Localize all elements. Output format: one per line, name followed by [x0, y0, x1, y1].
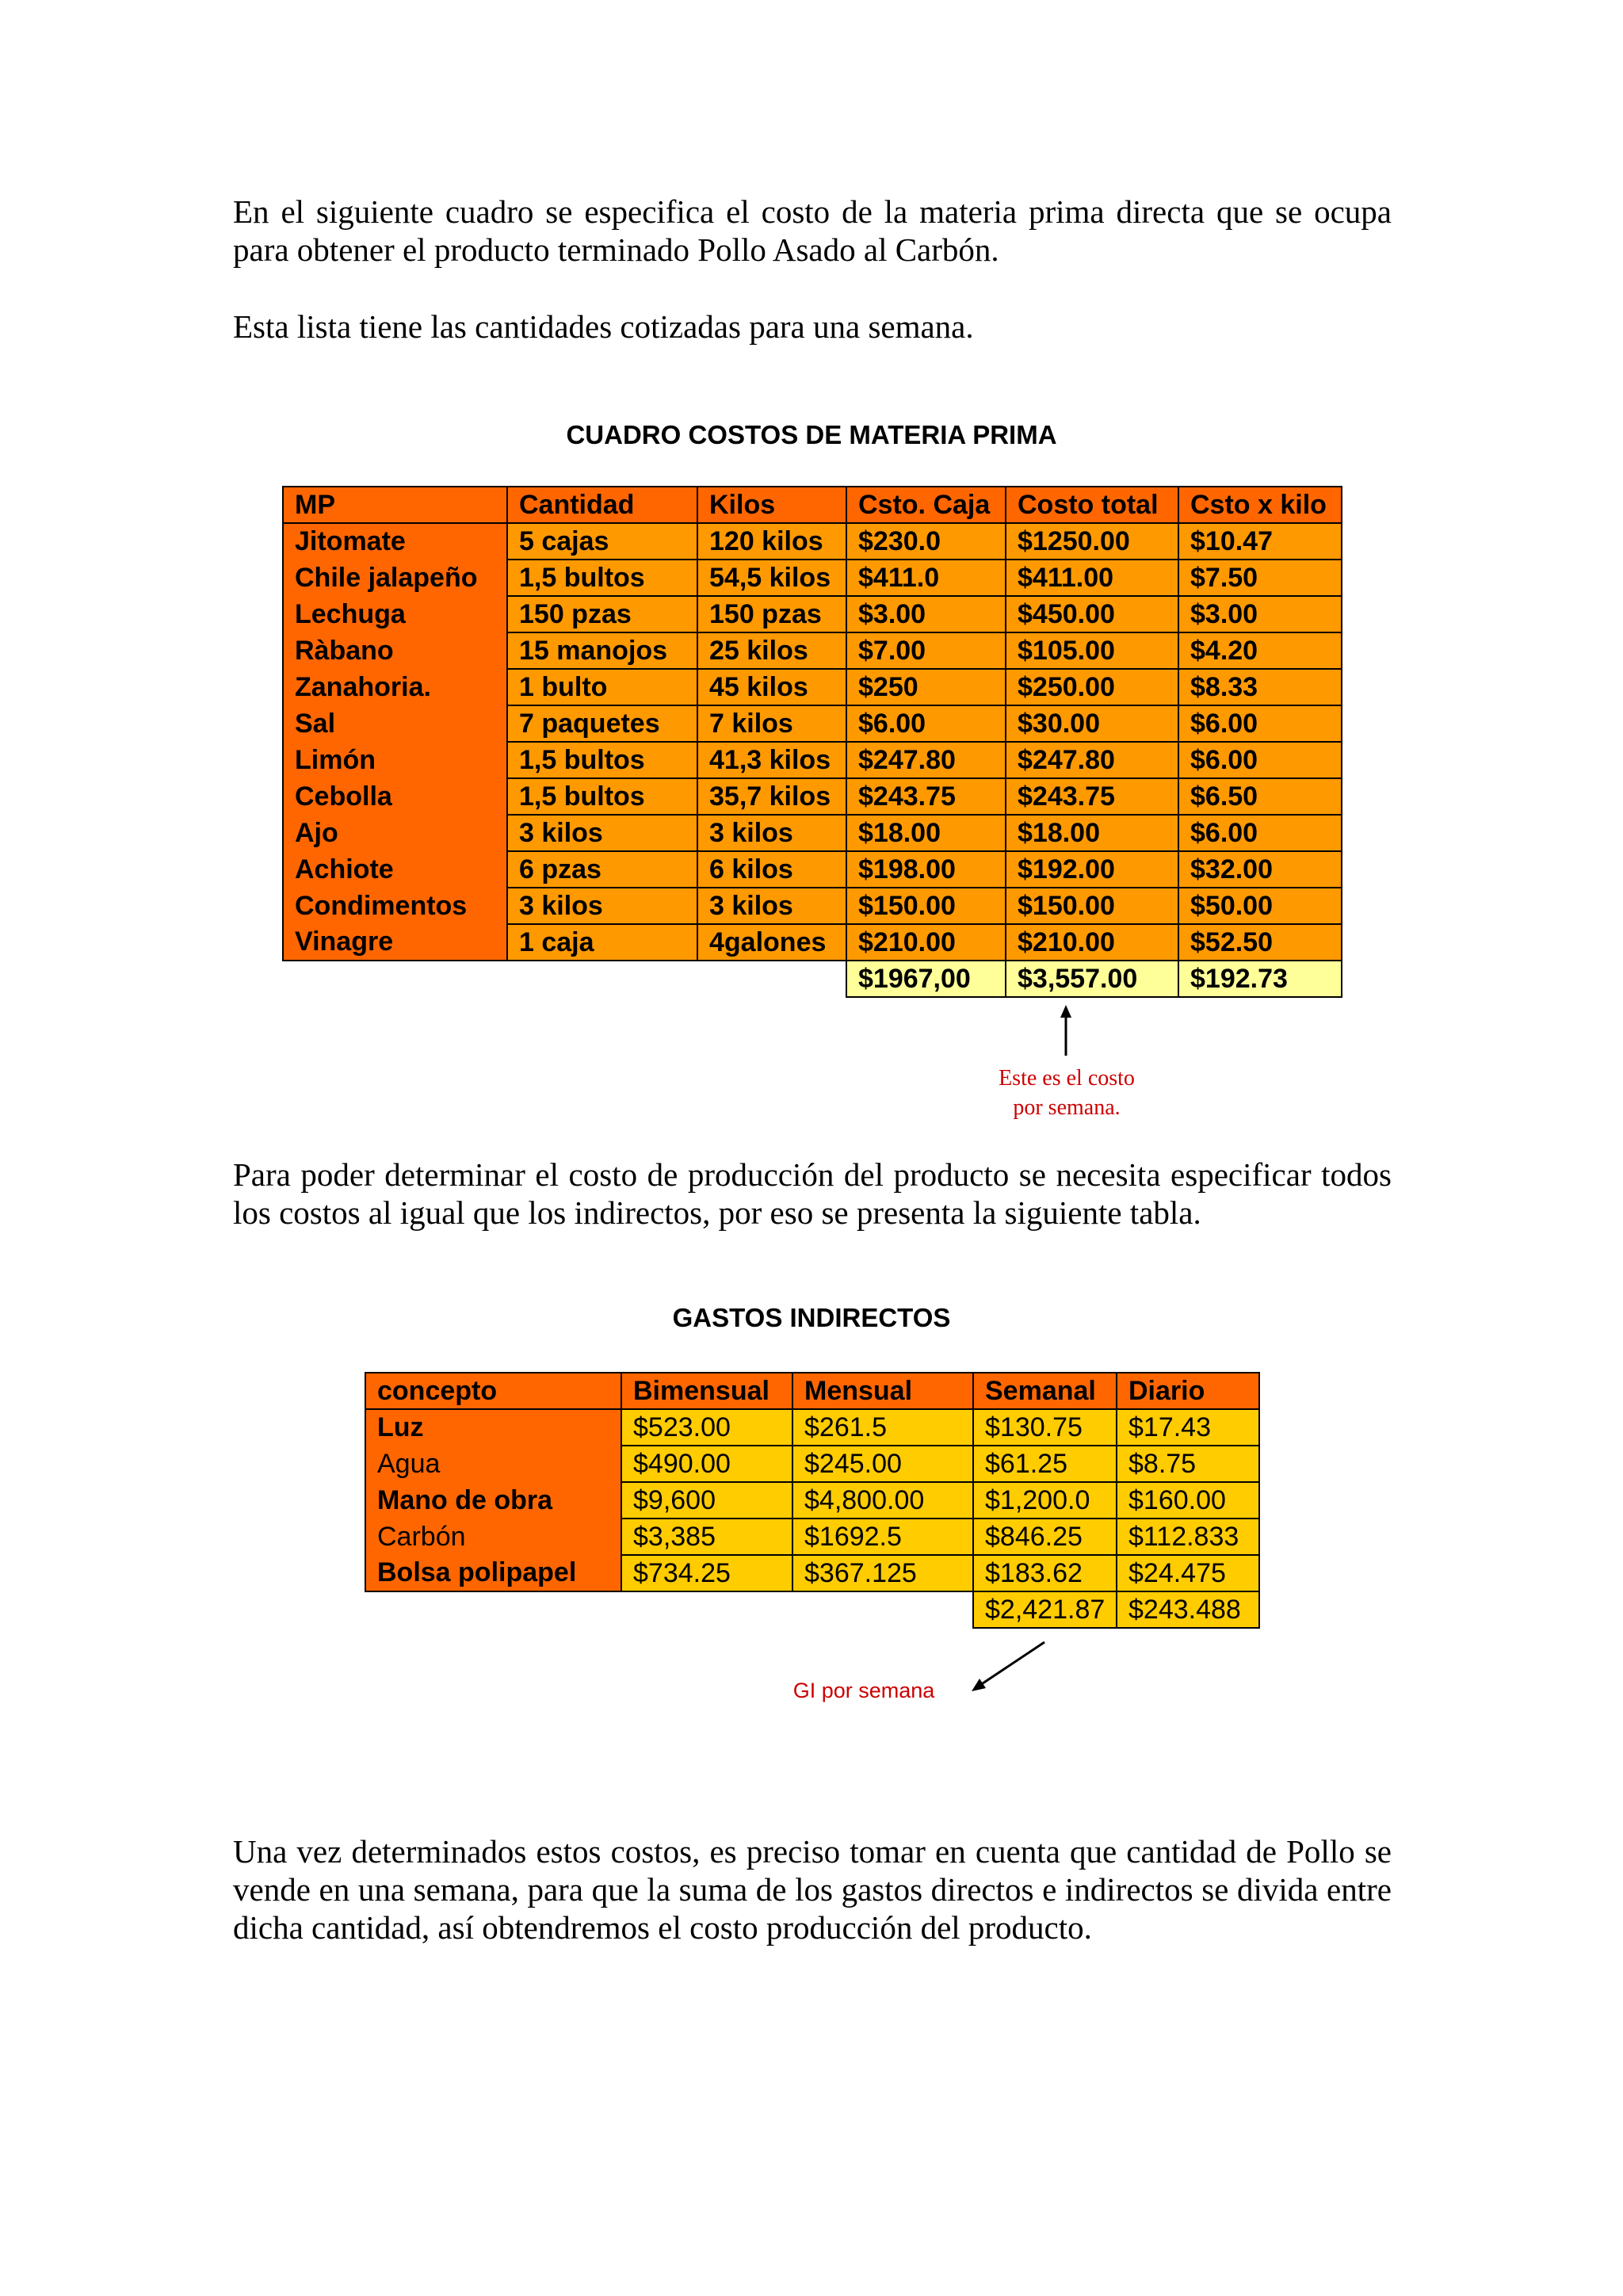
- table1-total-cell: $192.73: [1178, 961, 1342, 997]
- gi-note: GI por semana: [792, 1679, 935, 1702]
- table2-total-cell: $243.488: [1117, 1591, 1259, 1628]
- table1-row: [283, 924, 1342, 961]
- table1-cell: $250: [846, 669, 1006, 705]
- table1-row: [283, 778, 1342, 815]
- table2-cell: $112.833: [1117, 1519, 1259, 1555]
- table1-row: [283, 632, 1342, 669]
- table1-cell: $6.50: [1178, 778, 1342, 815]
- table1-cell: $243.75: [1006, 778, 1178, 815]
- table2-row: [365, 1519, 1259, 1555]
- table2-row: [365, 1409, 1259, 1446]
- table2-header-cell: concepto: [365, 1373, 621, 1409]
- table2-blank-cell: [792, 1591, 973, 1628]
- table2-concept-cell: Luz: [365, 1409, 621, 1446]
- table1-cell: $3.00: [1178, 596, 1342, 632]
- table1-cell: $192.00: [1006, 851, 1178, 888]
- table1-row: [283, 523, 1342, 560]
- table2-cell: $261.5: [792, 1409, 973, 1446]
- table1-header-cell: Costo total: [1006, 487, 1178, 523]
- table1-mp-cell: Cebolla: [283, 778, 507, 815]
- table1-cell: 150 pzas: [697, 596, 846, 632]
- table1-cell: 7 paquetes: [507, 705, 697, 742]
- table1-cell: 1,5 bultos: [507, 560, 697, 596]
- table2-cell: $3,385: [621, 1519, 792, 1555]
- table1-blank-cell: [507, 961, 697, 997]
- table2-cell: $523.00: [621, 1409, 792, 1446]
- table1-cell: $32.00: [1178, 851, 1342, 888]
- table2-cell: $4,800.00: [792, 1482, 973, 1519]
- closing-paragraph: Una vez determinados estos costos, es preciso tomar en cuenta que cantidad de Pollo se vende en una semana, para que la suma de los gastos directos e indirectos se divida entre dicha cantidad, así obtendremos el costo producción del producto.: [233, 1833, 1392, 1946]
- table1-blank-cell: [697, 961, 846, 997]
- table2-row: [365, 1446, 1259, 1482]
- table2-total-cell: $2,421.87: [973, 1591, 1117, 1628]
- table2-totals-row: [365, 1591, 1259, 1628]
- table1-cell: $150.00: [1006, 888, 1178, 924]
- table1-row: [283, 851, 1342, 888]
- table1-cell: 120 kilos: [697, 523, 846, 560]
- table1-cell: $230.0: [846, 523, 1006, 560]
- table1-row: [283, 560, 1342, 596]
- table1-cell: 150 pzas: [507, 596, 697, 632]
- table1-mp-cell: Sal: [283, 705, 507, 742]
- table1-header-cell: Csto. Caja: [846, 487, 1006, 523]
- table1-mp-cell: Zanahoria.: [283, 669, 507, 705]
- table2-header-cell: Diario: [1117, 1373, 1259, 1409]
- table1-cell: 35,7 kilos: [697, 778, 846, 815]
- table2-cell: $24.475: [1117, 1555, 1259, 1591]
- table2-concept-cell: Mano de obra: [365, 1482, 621, 1519]
- table2-concept-cell: Agua: [365, 1446, 621, 1482]
- table1-mp-cell: Chile jalapeño: [283, 560, 507, 596]
- table1-row: [283, 742, 1342, 778]
- table1-cell: $4.20: [1178, 632, 1342, 669]
- table1-header-row: [283, 487, 1342, 523]
- table1-cell: $7.00: [846, 632, 1006, 669]
- table1-mp-cell: Limón: [283, 742, 507, 778]
- table1-mp-cell: Achiote: [283, 851, 507, 888]
- table1-cell: 15 manojos: [507, 632, 697, 669]
- table2-cell: $160.00: [1117, 1482, 1259, 1519]
- table1-blank-cell: [283, 961, 507, 997]
- table1-cell: $210.00: [846, 924, 1006, 961]
- table1-cell: $247.80: [1006, 742, 1178, 778]
- table1-mp-cell: Lechuga: [283, 596, 507, 632]
- table1-total-cell: $3,557.00: [1006, 961, 1178, 997]
- table1-cell: 3 kilos: [697, 888, 846, 924]
- table1-header-cell: Csto x kilo: [1178, 487, 1342, 523]
- table1-cell: $450.00: [1006, 596, 1178, 632]
- table1-cell: $6.00: [846, 705, 1006, 742]
- table1-cell: 1 bulto: [507, 669, 697, 705]
- table2-cell: $1692.5: [792, 1519, 973, 1555]
- table1-cell: 6 kilos: [697, 851, 846, 888]
- table1-cell: 45 kilos: [697, 669, 846, 705]
- table2-cell: $734.25: [621, 1555, 792, 1591]
- table2-header-cell: Bimensual: [621, 1373, 792, 1409]
- table1-cell: 3 kilos: [507, 815, 697, 851]
- cost-note-line2: por semana.: [1013, 1095, 1121, 1120]
- materia-prima-table: [282, 486, 1342, 998]
- table1-cell: $105.00: [1006, 632, 1178, 669]
- table1-cell: 3 kilos: [697, 815, 846, 851]
- table1-mp-cell: Vinagre: [283, 924, 507, 961]
- intro-paragraph: En el siguiente cuadro se especifica el costo de la materia prima directa que se ocupa para obtener el producto terminado Pollo Asado al Carbón.: [233, 193, 1392, 268]
- table1-cell: $150.00: [846, 888, 1006, 924]
- table2-cell: $367.125: [792, 1555, 973, 1591]
- table1-cell: $30.00: [1006, 705, 1178, 742]
- table1-cell: $18.00: [846, 815, 1006, 851]
- cost-note-line1: Este es el costo: [999, 1066, 1135, 1091]
- table1-caption: CUADRO COSTOS DE MATERIA PRIMA: [566, 420, 1057, 449]
- table2-cell: $17.43: [1117, 1409, 1259, 1446]
- table1-cell: 3 kilos: [507, 888, 697, 924]
- table1-cell: $210.00: [1006, 924, 1178, 961]
- table2-cell: $183.62: [973, 1555, 1117, 1591]
- cost-note: [948, 1064, 1186, 1122]
- table1-header-cell: Cantidad: [507, 487, 697, 523]
- table1-cell: $6.00: [1178, 705, 1342, 742]
- table1-row: [283, 888, 1342, 924]
- table2-header-cell: Semanal: [973, 1373, 1117, 1409]
- table1-header-cell: MP: [283, 487, 507, 523]
- table2-concept-cell: Carbón: [365, 1519, 621, 1555]
- table1-mp-cell: Condimentos: [283, 888, 507, 924]
- gastos-indirectos-table: [365, 1372, 1260, 1629]
- table1-cell: $247.80: [846, 742, 1006, 778]
- table1-cell: $7.50: [1178, 560, 1342, 596]
- table2-cell: $245.00: [792, 1446, 973, 1482]
- table2-header-row: [365, 1373, 1259, 1409]
- table2-row: [365, 1555, 1259, 1591]
- table2-blank-cell: [365, 1591, 621, 1628]
- table1-row: [283, 705, 1342, 742]
- table1-cell: 5 cajas: [507, 523, 697, 560]
- table1-mp-cell: Ràbano: [283, 632, 507, 669]
- table2-concept-cell: Bolsa polipapel: [365, 1555, 621, 1591]
- table1-cell: $50.00: [1178, 888, 1342, 924]
- table1-cell: 1,5 bultos: [507, 742, 697, 778]
- table1-cell: 7 kilos: [697, 705, 846, 742]
- table1-cell: $18.00: [1006, 815, 1178, 851]
- table1-cell: 1 caja: [507, 924, 697, 961]
- table2-header-cell: Mensual: [792, 1373, 973, 1409]
- table1-cell: $411.00: [1006, 560, 1178, 596]
- table1-cell: $1250.00: [1006, 523, 1178, 560]
- table1-cell: $250.00: [1006, 669, 1178, 705]
- table1-totals-row: [283, 961, 1342, 997]
- table1-cell: $8.33: [1178, 669, 1342, 705]
- table2-cell: $9,600: [621, 1482, 792, 1519]
- table1-cell: 54,5 kilos: [697, 560, 846, 596]
- table1-mp-cell: Ajo: [283, 815, 507, 851]
- table2-caption: GASTOS INDIRECTOS: [672, 1303, 951, 1332]
- table1-row: [283, 669, 1342, 705]
- table1-row: [283, 815, 1342, 851]
- middle-paragraph: Para poder determinar el costo de producción del producto se necesita especificar todos los costos al igual que los indirectos, por eso se presenta la siguiente tabla.: [233, 1156, 1392, 1231]
- table1-cell: $10.47: [1178, 523, 1342, 560]
- table1-cell: $6.00: [1178, 742, 1342, 778]
- table1-cell: $52.50: [1178, 924, 1342, 961]
- table2-blank-cell: [621, 1591, 792, 1628]
- table1-cell: 25 kilos: [697, 632, 846, 669]
- diagonal-arrow-icon: [968, 1639, 1048, 1694]
- table1-row: [283, 596, 1342, 632]
- table1-cell: $3.00: [846, 596, 1006, 632]
- table1-mp-cell: Jitomate: [283, 523, 507, 560]
- table1-cell: 6 pzas: [507, 851, 697, 888]
- table2-cell: $490.00: [621, 1446, 792, 1482]
- up-arrow-icon: [1054, 1005, 1078, 1056]
- table1-total-cell: $1967,00: [846, 961, 1006, 997]
- table1-cell: $198.00: [846, 851, 1006, 888]
- table1-header-cell: Kilos: [697, 487, 846, 523]
- table2-cell: $61.25: [973, 1446, 1117, 1482]
- table1-cell: 4galones: [697, 924, 846, 961]
- table1-cell: 41,3 kilos: [697, 742, 846, 778]
- table1-cell: $6.00: [1178, 815, 1342, 851]
- table2-cell: $1,200.0: [973, 1482, 1117, 1519]
- table1-cell: $411.0: [846, 560, 1006, 596]
- table1-cell: $243.75: [846, 778, 1006, 815]
- table2-cell: $846.25: [973, 1519, 1117, 1555]
- table2-cell: $8.75: [1117, 1446, 1259, 1482]
- intro-paragraph-week: Esta lista tiene las cantidades cotizadas para una semana.: [233, 308, 974, 345]
- table2-cell: $130.75: [973, 1409, 1117, 1446]
- table1-cell: 1,5 bultos: [507, 778, 697, 815]
- table2-row: [365, 1482, 1259, 1519]
